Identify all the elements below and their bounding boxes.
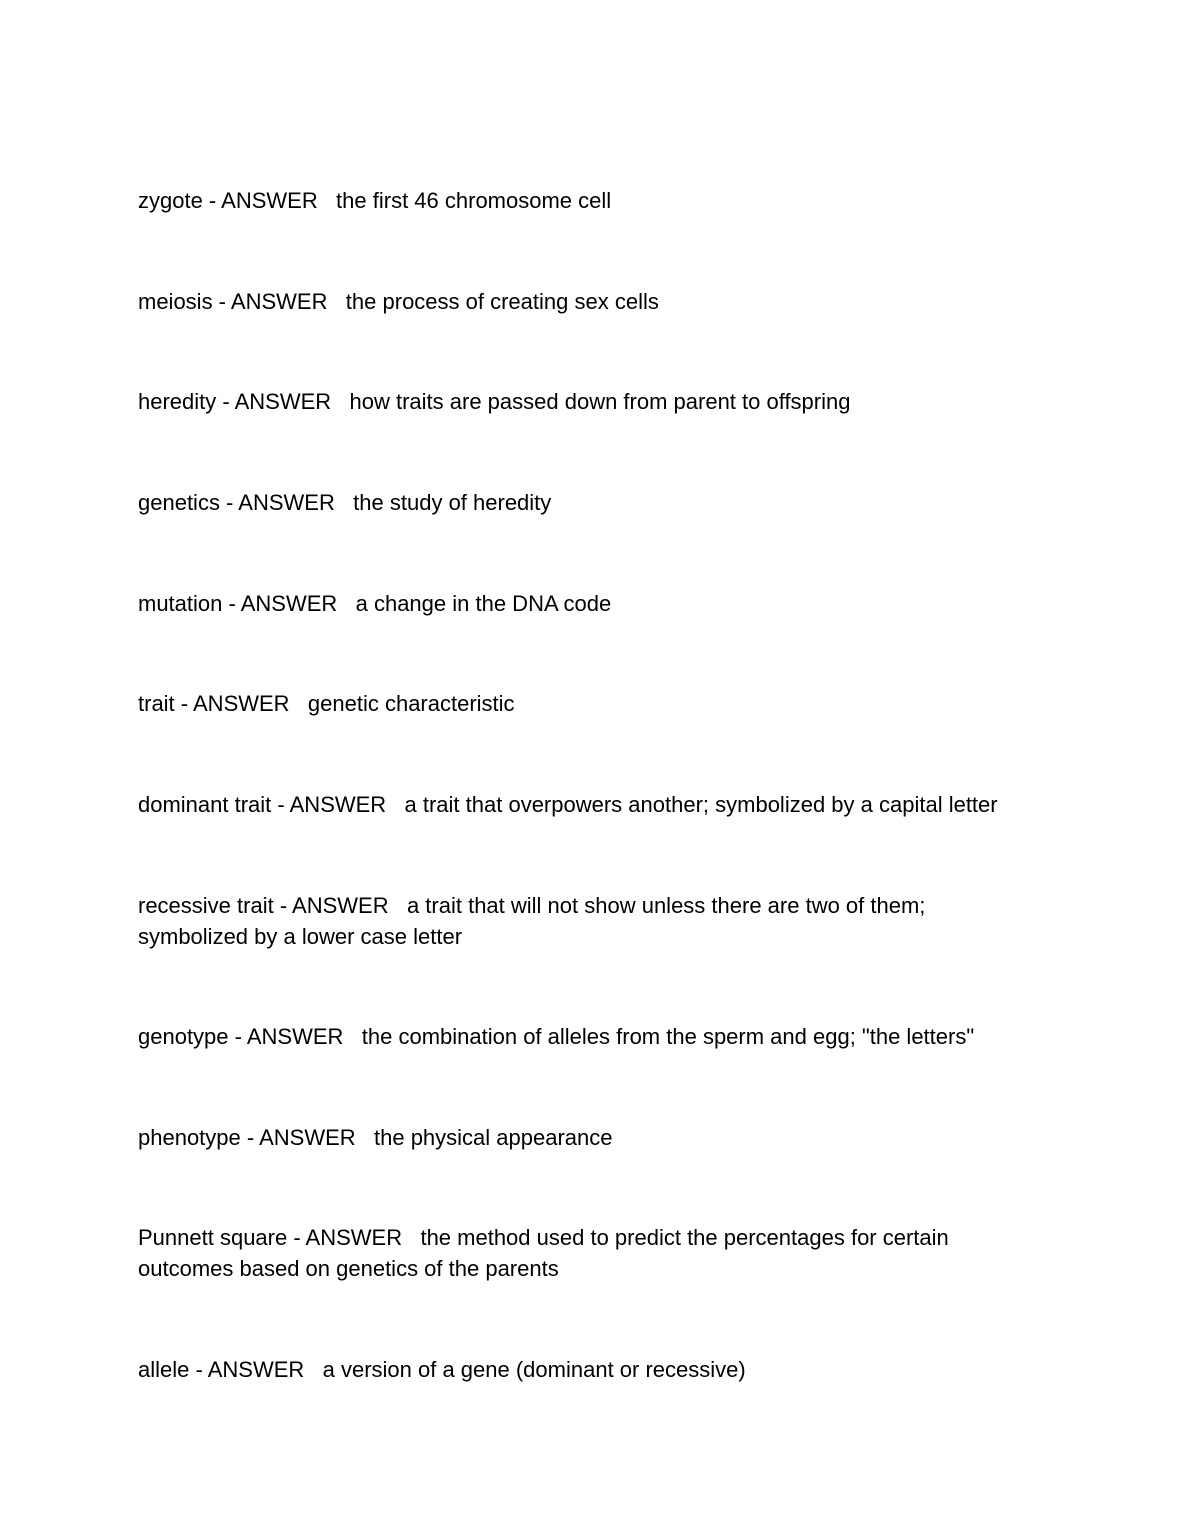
flashcard-entry-genotype: genotype - ANSWER the combination of alleles from the sperm and egg; "the letters" [138, 1024, 975, 1049]
flashcard-entry-meiosis: meiosis - ANSWER the process of creating sex cells [138, 289, 659, 314]
flashcard-entry-trait: trait - ANSWER genetic characteristic [138, 691, 515, 716]
flashcard-entry-mutation: mutation - ANSWER a change in the DNA code [138, 591, 612, 616]
flashcard-entry-phenotype: phenotype - ANSWER the physical appearance [138, 1125, 613, 1150]
flashcard-entry-recessive-trait: recessive trait - ANSWER a trait that will not show unless there are two of them; symbolized by a lower case letter [138, 893, 926, 949]
flashcard-entry-allele: allele - ANSWER a version of a gene (dominant or recessive) [138, 1357, 746, 1382]
flashcard-entry-genetics: genetics - ANSWER the study of heredity [138, 490, 552, 515]
flashcard-entry-dominant-trait: dominant trait - ANSWER a trait that overpowers another; symbolized by a capital letter [138, 792, 998, 817]
flashcard-entry-punnett-square: Punnett square - ANSWER the method used to predict the percentages for certain outcomes based on genetics of the parents [138, 1225, 949, 1281]
flashcard-entry-heredity: heredity - ANSWER how traits are passed down from parent to offspring [138, 389, 851, 414]
flashcard-entry-zygote: zygote - ANSWER the first 46 chromosome cell [138, 188, 612, 213]
